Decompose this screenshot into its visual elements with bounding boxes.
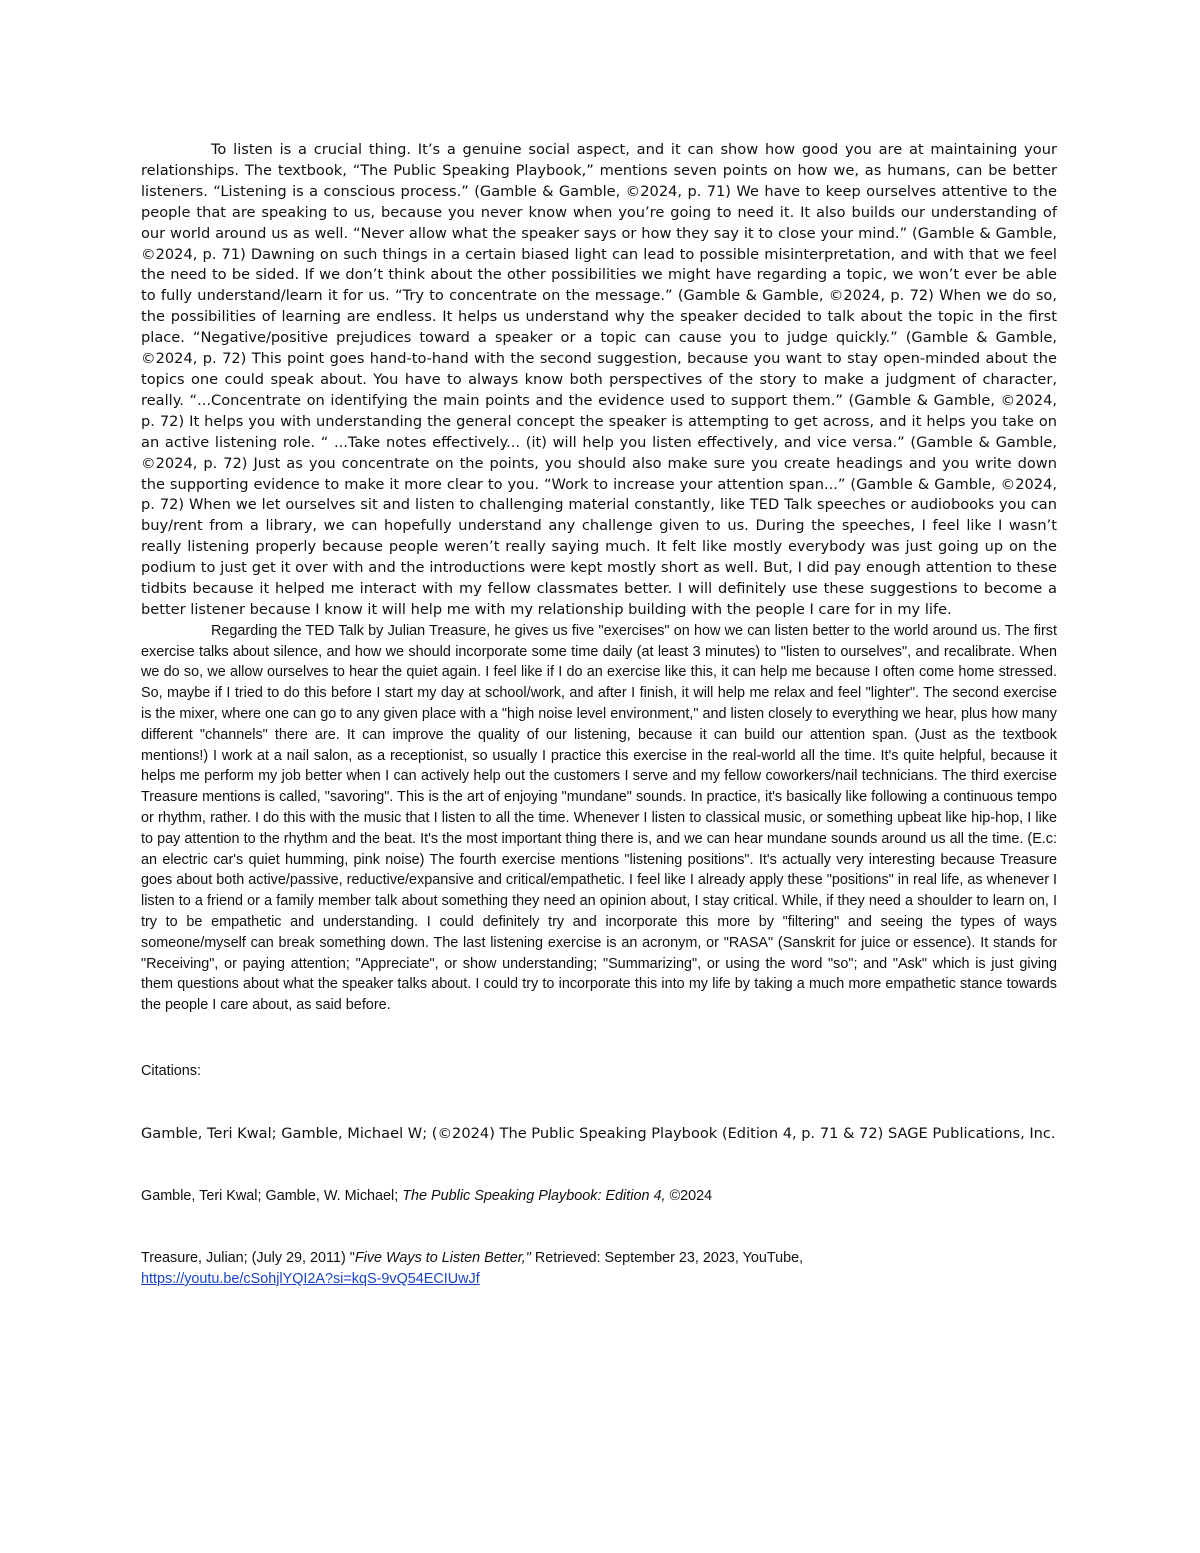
body-paragraph-1: To listen is a crucial thing. It’s a genuine social aspect, and it can show how good you are at maintaining your relationships. The textbook, “The Public Speaking Playbook,” mentions seven points on how we, as humans, can be better listeners. “Listening is a conscious process.” (Gamble & Gamble, ©2024, p. 71) We have to keep ourselves attentive to the people that are speaking to us, because you never know when you’re going to need it. It also builds our understanding of our world around us as well. “Never allow what the speaker says or how they say it to close your mind.” (Gamble & Gamble, ©2024, p. 71) Dawning on such things in a certain biased light can lead to possible misinterpretation, and with that we feel the need to be sided. If we don’t think about the other possibilities we might have regarding a topic, we won’t ever be able to fully understand/learn it for us. “Try to concentrate on the message.” (Gamble & Gamble, ©2024, p. 72) When we do so, the possibilities of learning are endless. It helps us understand why the speaker decided to talk about the topic in the first place. “Negative/positive prejudices toward a speaker or a topic can cause you to judge quickly.” (Gamble & Gamble, ©2024, p. 72) This point goes hand-to-hand with the second suggestion, because you want to stay open-minded about the topics one could speak about. You have to always know both perspectives of the story to make a judgment of character, really. “...Concentrate on identifying the main points and the evidence used to support them.” (Gamble & Gamble, ©2024, p. 72) It helps you with understanding the general concept the speaker is attempting to get across, and it helps you take on an active listening role. “ ...Take notes effectively... (it) will help you listen effectively, and vice versa.” (Gamble & Gamble, ©2024, p. 72) Just as you concentrate on the points, you should also make sure you create headings and you write down the supporting evidence to make it more clear to you. “Work to increase your attention span...” (Gamble & Gamble, ©2024, p. 72) When we let ourselves sit and listen to challenging material constantly, like TED Talk speeches or audiobooks you can buy/rent from a library, we can hopefully understand any challenge given to us. During the speeches, I feel like I wasn’t really listening properly because people weren’t really saying much. It felt like mostly everybody was just going up on the podium to just get it over with and the introductions were kept mostly short as well. But, I did pay enough attention to these tidbits because it helped me interact with my fellow classmates better. I will definitely use these suggestions to become a better listener because I know it will help me with my relationship building with the people I care for in my life. [141,141,1057,618]
citation-entry-3-author: Treasure, Julian; (July 29, 2011) " [141,1249,355,1266]
citation-entry-3 [141,1248,1057,1290]
citation-entry-2-title: The Public Speaking Playbook: Edition 4, [402,1187,666,1204]
citations-heading: Citations: [141,1062,201,1079]
citation-entry-2 [141,1186,1057,1206]
document-page [141,140,1057,1290]
citation-entry-2-date: ©2024 [665,1187,713,1204]
citation-entry-3-retrieved: Retrieved: September 23, 2023, YouTube, [530,1249,804,1266]
body-paragraph-2: Regarding the TED Talk by Julian Treasure, he gives us five "exercises" on how we can listen better to the world around us. The first exercise talks about silence, and how we should incorporate some time daily (at least 3 minutes) to "listen to ourselves", and recalibrate. When we do so, we allow ourselves to hear the quiet again. I feel like if I do an exercise like this, it can help me because I often come home stressed. So, maybe if I tried to do this before I start my day at school/work, and after I finish, it will help me relax and feel "lighter". The second exercise is the mixer, where one can go to any given place with a "high noise level environment," and listen closely to everything we hear, plus how many different "channels" there are. It can improve the quality of our listening, because it can build our attention span. (Just as the textbook mentions!) I work at a nail salon, as a receptionist, so usually I practice this exercise in the real-world all the time. It's quite helpful, because it helps me perform my job better when I can actively help out the customers I serve and my fellow coworkers/nail technicians. The third exercise Treasure mentions is called, "savoring". This is the art of enjoying "mundane" sounds. In practice, it's basically like following a continuous tempo or rhythm, rather. I do this with the music that I listen to all the time. Whenever I listen to classical music, or something upbeat like hip-hop, I like to pay attention to the rhythm and the beat. It's the most important thing there is, and we can hear mundane sounds around us all the time. (E.c: an electric car's quiet humming, pink noise) The fourth exercise mentions "listening positions". It's actually very interesting because Treasure goes about both active/passive, reductive/expansive and critical/empathetic. I feel like I already apply these "positions" in real life, as whenever I listen to a friend or a family member talk about something they need an opinion about, I stay critical. While, if they need a shoulder to learn on, I try to be empathetic and understanding. I could definitely try and incorporate this more by "filtering" and seeing the types of ways someone/myself can break something down. The last listening exercise is an acronym, or "RASA" (Sanskrit for juice or essence). It stands for "Receiving", or paying attention; "Appreciate", or show understanding; "Summarizing", or using the word "so"; and "Ask" which is just giving them questions about what the speaker talks about. I could try to incorporate this into my life by taking a much more empathetic stance towards the people I care about, as said before. [141,622,1057,1014]
citation-entry-1: Gamble, Teri Kwal; Gamble, Michael W; (©2024) The Public Speaking Playbook (Edition 4, p. 71 & 72) SAGE Publications, Inc. [141,1124,1056,1142]
citation-entry-2-authors: Gamble, Teri Kwal; Gamble, W. Michael; [141,1187,403,1204]
citation-entry-3-title: Five Ways to Listen Better," [354,1249,531,1266]
youtube-link[interactable]: https://youtu.be/cSohjlYQI2A?si=kqS-9vQ54ECIUwJf [141,1270,480,1287]
